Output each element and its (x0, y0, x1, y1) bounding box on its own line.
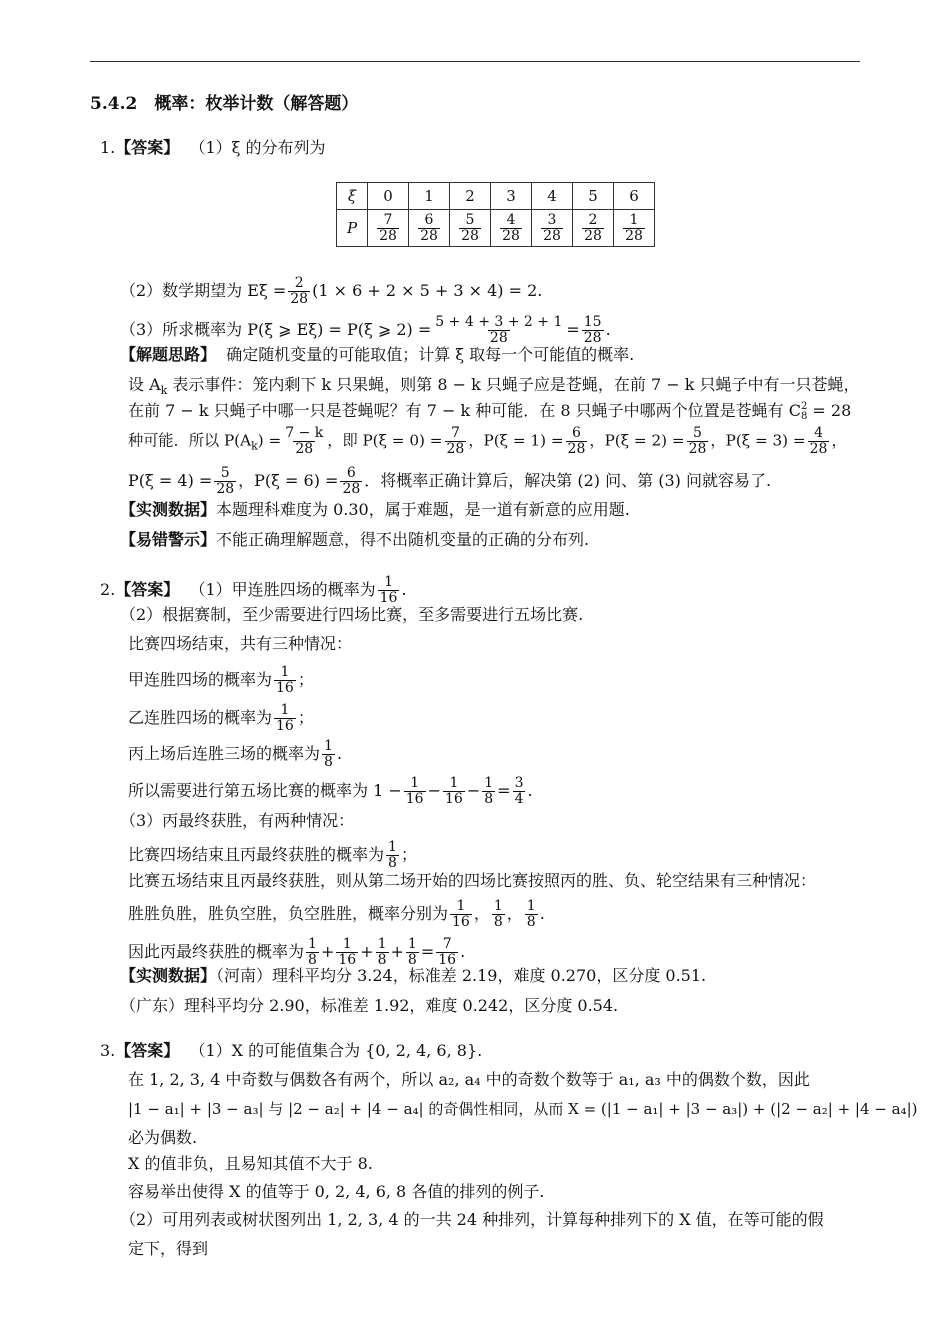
q3-line-1: 3.【答案】 （1）X 的可能值集合为 {0, 2, 4, 6, 8}. (100, 1041, 483, 1060)
q2-line-9: 比赛四场结束且丙最终获胜的概率为 $\frac{1}{8}$ ； (128, 839, 417, 871)
q2-line-10: 比赛五场结束且丙最终获胜，则从第二场开始的四场比赛按照丙的胜、负、轮空结果有三种情况： (128, 871, 817, 890)
q2-line-1: 2.【答案】 （1）甲连胜四场的概率为 $\frac{1}{16}$ . (100, 574, 407, 606)
table-header-p: P (337, 210, 368, 247)
q2-line-4: 甲连胜四场的概率为 $\frac{1}{16}$ ； (128, 664, 314, 696)
q1-explain-2: 在前 7 − k 只蝇子中哪一只是苍蝇呢？有 7 − k 种可能．在 8 只蝇子中哪两个位置是苍蝇有 C 2 8 = 28 (128, 400, 852, 422)
q3-line-3: |1 − a₁| + |3 − a₃| 与 |2 − a₂| + |4 − a₄| 的奇偶性相同，从而 X = (|1 − a₁| + |3 − a₃|) + (|2 − a₂| + |4 − a₄|) (128, 1100, 918, 1118)
q2-line-11: 胜胜负胜，胜负空胜，负空胜胜，概率分别为 $\frac{1}{16}$ ， $\frac{1}{8}$ ， $\frac{1}{8}$ . (128, 898, 545, 930)
q1-line-1: 1.【答案】 （1）ξ 的分布列为 (100, 138, 326, 157)
q2-data-2: （广东）理科平均分 2.90，标准差 1.92，难度 0.242，区分度 0.54. (120, 996, 619, 1015)
section-title: 5.4.2 概率：枚举计数（解答题） (90, 94, 359, 114)
q1-warning: 【易错警示】不能正确理解题意，得不出随机变量的正确的分布列. (120, 530, 590, 549)
q1-explain-1: 设 $A_k$ 表示事件：笼内剩下 k 只果蝇，则第 8 − k 只蝇子应是苍蝇，在前 7 − k 只蝇子中有一只苍蝇， (128, 375, 860, 398)
q2-line-2: （2）根据赛制，至少需要进行四场比赛，至多需要进行五场比赛. (120, 605, 584, 624)
q1-explain-3: 种可能．所以 $P(A_k)$ = $\frac{7 - k}{28}$ ，即 P(ξ = 0) = $\frac{7}{28}$ ，P(ξ = 1) = $\frac{6}{28}$ ，P(ξ = 2) = $\frac{5}{28}$ ，P(ξ = 3) = $\frac{4}{28}$ ， (128, 425, 847, 457)
q1-probability: （3）所求概率为 P(ξ ⩾ Eξ) = P(ξ ⩾ 2) = $\frac{5 + 4 + 3 + 2 + 1}{28}$ = $\frac{15}{28}$ . (120, 314, 611, 346)
table-header-xi: ξ (337, 183, 368, 210)
q2-data-1: 【实测数据】（河南）理科平均分 3.24，标准差 2.19，难度 0.270，区分度 0.51. (120, 966, 707, 985)
q2-line-12: 因此丙最终获胜的概率为 $\frac{1}{8}$ + $\frac{1}{16}$ + $\frac{1}{8}$ + $\frac{1}{8}$ = $\frac{7}{16}$ . (128, 936, 466, 968)
q1-expectation: （2）数学期望为 Eξ = $\frac{2}{28}$ (1 × 6 + 2 × 5 + 3 × 4) = 2. (120, 275, 543, 307)
q3-line-2: 在 1, 2, 3, 4 中奇数与偶数各有两个，所以 a₂, a₄ 中的奇数个数等于 a₁, a₃ 中的偶数个数，因此 (128, 1070, 810, 1089)
distribution-table: ξ 0 1 2 3 4 5 6 P $\frac{7}{28}$ $\frac{6}{28}$ $\frac{5}{28}$ $\frac{4}{28}$ $\frac{3}{28}$ $\frac{2}{28}$ $\frac{1}{28}$ (336, 182, 655, 247)
q2-line-8: （3）丙最终获胜，有两种情况： (120, 811, 355, 830)
q3-line-7: （2）可用列表或树状图列出 1, 2, 3, 4 的一共 24 种排列，计算每种排列下的 X 值，在等可能的假 (120, 1210, 824, 1229)
q2-line-6: 丙上场后连胜三场的概率为 $\frac{1}{8}$ . (128, 738, 343, 770)
q2-line-5: 乙连胜四场的概率为 $\frac{1}{16}$ ； (128, 702, 314, 734)
q3-line-8: 定下，得到 (128, 1239, 209, 1258)
top-rule (90, 61, 860, 62)
q1-idea: 【解题思路】 确定随机变量的可能取值；计算 ξ 取每一个可能值的概率. (120, 345, 635, 364)
q1-data: 【实测数据】本题理科难度为 0.30，属于难题，是一道有新意的应用题. (120, 500, 630, 519)
q3-line-6: 容易举出使得 X 的值等于 0, 2, 4, 6, 8 各值的排列的例子. (128, 1182, 545, 1201)
q3-line-5: X 的值非负，且易知其值不大于 8. (128, 1154, 373, 1173)
q2-line-7: 所以需要进行第五场比赛的概率为 1 − $\frac{1}{16}$ − $\frac{1}{16}$ − $\frac{1}{8}$ = $\frac{3}{4}$ . (128, 775, 533, 807)
q1-explain-4: P(ξ = 4) = $\frac{5}{28}$ ，P(ξ = 6) = $\frac{6}{28}$ ．将概率正确计算后，解决第 (2) 问、第 (3) 问就容易了. (128, 465, 772, 497)
q2-line-3: 比赛四场结束，共有三种情况： (128, 634, 353, 653)
q3-line-4: 必为偶数. (128, 1128, 198, 1147)
